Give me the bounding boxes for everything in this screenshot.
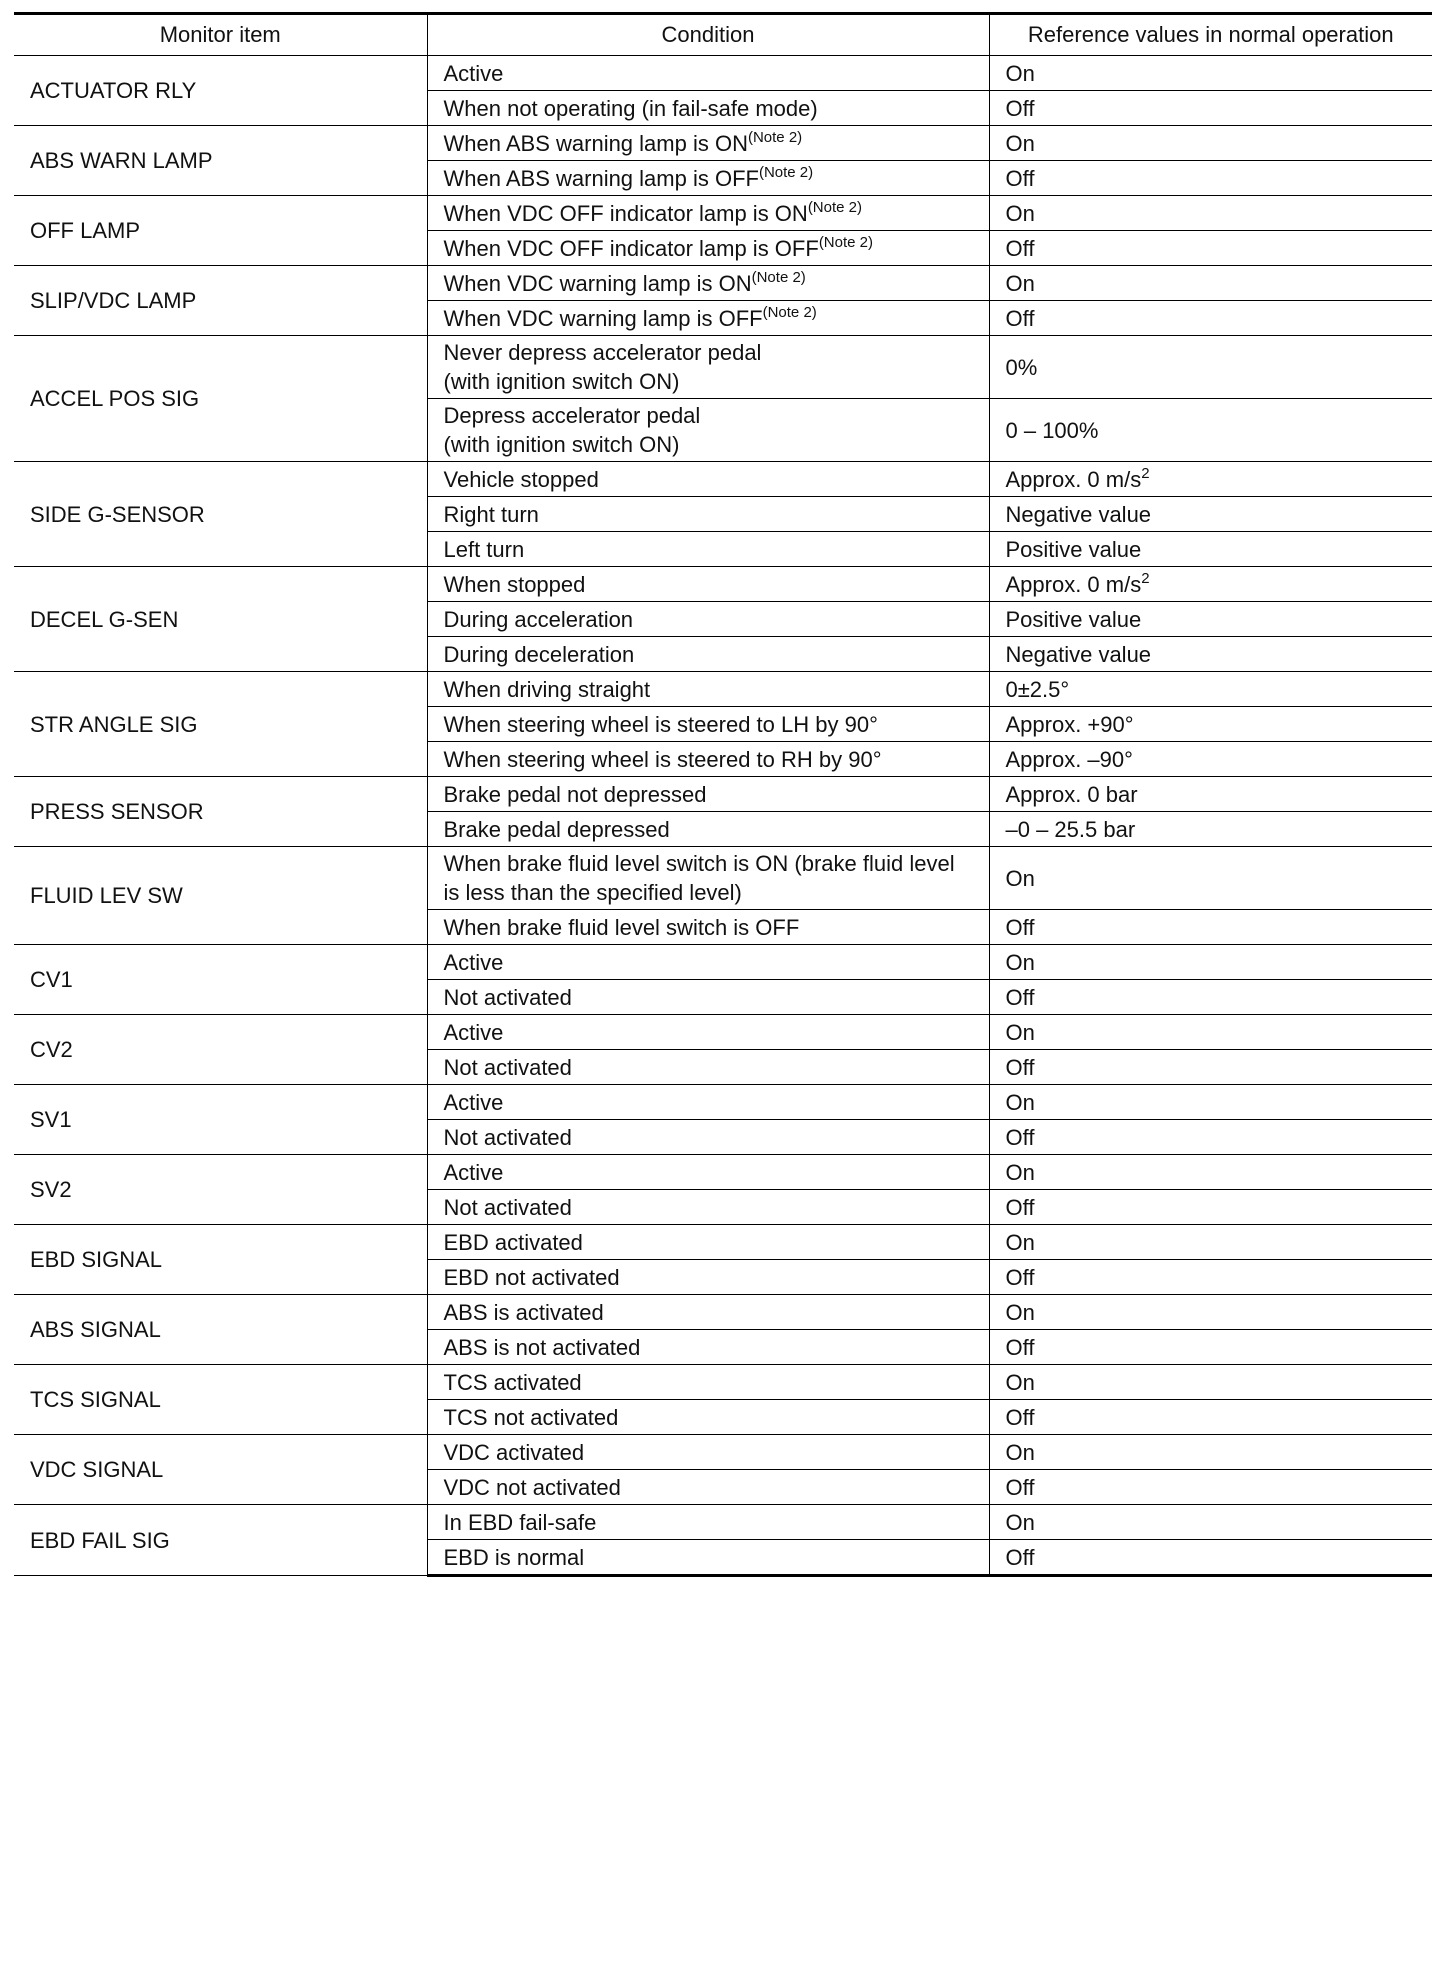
condition-cell [427,1400,989,1435]
monitor-item-cell: SLIP/VDC LAMP [14,266,427,336]
condition-text: When ABS warning lamp is ON [443,130,748,156]
note-superscript: (Note 2) [818,233,873,251]
reference-value-cell [989,462,1432,497]
reference-value-text: Off [1005,914,1035,940]
note-superscript: (Note 2) [807,198,862,216]
reference-value-cell [989,161,1432,196]
table-row [14,567,1432,602]
condition-cell [427,1015,989,1050]
reference-value-text: Off [1005,984,1035,1010]
reference-value-cell [989,1085,1432,1120]
monitor-item-cell: CV1 [14,945,427,1015]
reference-value-text: Positive value [1005,606,1142,632]
reference-value-text: Off [1005,1194,1035,1220]
reference-value-text: Off [1005,1334,1035,1360]
condition-text: Not activated [443,1194,572,1220]
condition-cell [427,1190,989,1225]
reference-value-text: Off [1005,305,1035,331]
table-row [14,196,1432,231]
condition-text: Right turn [443,501,539,527]
condition-cell [427,532,989,567]
reference-value-text: Negative value [1005,641,1152,667]
condition-cell [427,231,989,266]
table-row [14,462,1432,497]
condition-text: Depress accelerator pedal [443,403,701,428]
condition-text: Active [443,60,504,86]
reference-value-text: 0±2.5° [1005,676,1070,702]
monitor-item-cell: SIDE G-SENSOR [14,462,427,567]
reference-value-text: 0% [1005,354,1038,380]
condition-cell [427,1505,989,1540]
table-row [14,56,1432,91]
condition-text: ABS is not activated [443,1334,641,1360]
condition-cell [427,56,989,91]
condition-text: When VDC warning lamp is ON [443,270,752,296]
condition-text: When steering wheel is steered to LH by 90° [443,711,878,737]
condition-cell [427,707,989,742]
reference-value-cell [989,399,1432,462]
condition-cell [427,1085,989,1120]
monitor-item-cell: TCS SIGNAL [14,1365,427,1435]
reference-value-cell [989,812,1432,847]
condition-cell [427,672,989,707]
reference-value-cell [989,532,1432,567]
condition-cell [427,1120,989,1155]
reference-value-cell [989,497,1432,532]
header-reference-values: Reference values in normal operation [989,14,1432,56]
condition-text: EBD not activated [443,1264,620,1290]
reference-value-text: On [1005,1159,1035,1185]
monitor-item-cell: ACTUATOR RLY [14,56,427,126]
condition-text: When ABS warning lamp is OFF [443,165,759,191]
condition-cell [427,1050,989,1085]
monitor-item-cell: CV2 [14,1015,427,1085]
table-row [14,777,1432,812]
monitor-item-cell: OFF LAMP [14,196,427,266]
table-body [14,56,1432,1576]
table-row [14,126,1432,161]
monitor-item-cell: ACCEL POS SIG [14,336,427,462]
table-row [14,672,1432,707]
condition-cell [427,567,989,602]
condition-text: Brake pedal depressed [443,816,670,842]
reference-value-text: On [1005,1089,1035,1115]
condition-cell [427,777,989,812]
reference-value-text: On [1005,1019,1035,1045]
table-row [14,1295,1432,1330]
condition-text: EBD is normal [443,1544,585,1570]
condition-text: When VDC warning lamp is OFF [443,305,763,331]
unit-superscript: 2 [1141,464,1150,482]
reference-value-text: Off [1005,165,1035,191]
reference-value-cell [989,980,1432,1015]
reference-value-text: On [1005,865,1035,891]
condition-text: Active [443,1159,504,1185]
reference-value-text: Off [1005,1404,1035,1430]
reference-value-text: On [1005,200,1035,226]
condition-cell [427,1330,989,1365]
condition-cell [427,742,989,777]
condition-text: When not operating (in fail-safe mode) [443,95,818,121]
reference-value-cell [989,910,1432,945]
condition-text: Active [443,1019,504,1045]
reference-value-text: Off [1005,95,1035,121]
reference-value-text: Off [1005,1544,1035,1570]
condition-cell [427,1365,989,1400]
reference-value-cell [989,602,1432,637]
reference-value-cell [989,1225,1432,1260]
condition-text: ABS is activated [443,1299,604,1325]
condition-text: Active [443,1089,504,1115]
condition-text: In EBD fail-safe [443,1509,597,1535]
document [14,12,1432,1577]
condition-cell [427,462,989,497]
table-row [14,1015,1432,1050]
monitor-item-cell: VDC SIGNAL [14,1435,427,1505]
reference-value-text: On [1005,1299,1035,1325]
monitor-item-cell: SV1 [14,1085,427,1155]
condition-text: Not activated [443,984,572,1010]
reference-value-text: On [1005,1229,1035,1255]
reference-value-cell [989,847,1432,910]
reference-value-text: Off [1005,1474,1035,1500]
monitor-item-table [14,12,1432,1577]
reference-value-text: Negative value [1005,501,1152,527]
reference-value-cell [989,1260,1432,1295]
condition-text: When VDC OFF indicator lamp is OFF [443,235,819,261]
table-row [14,266,1432,301]
condition-cell [427,161,989,196]
reference-value-cell [989,1505,1432,1540]
condition-cell [427,1225,989,1260]
header-monitor-item: Monitor item [14,14,427,56]
reference-value-cell [989,126,1432,161]
reference-value-text: Off [1005,235,1035,261]
reference-value-cell [989,1365,1432,1400]
monitor-item-cell: EBD SIGNAL [14,1225,427,1295]
condition-cell [427,1470,989,1505]
reference-value-cell [989,1330,1432,1365]
table-row [14,336,1432,399]
table-row [14,1085,1432,1120]
condition-text: When steering wheel is steered to RH by 90° [443,746,882,772]
reference-value-text: Approx. 0 m/s [1005,466,1142,492]
condition-cell [427,301,989,336]
condition-text: When driving straight [443,676,651,702]
condition-text: Left turn [443,536,525,562]
monitor-item-cell: FLUID LEV SW [14,847,427,945]
condition-text: VDC activated [443,1439,585,1465]
condition-cell [427,812,989,847]
condition-text: TCS not activated [443,1404,619,1430]
table-row [14,1505,1432,1540]
reference-value-cell [989,777,1432,812]
condition-cell [427,602,989,637]
condition-cell [427,126,989,161]
reference-value-cell [989,1400,1432,1435]
monitor-item-cell: EBD FAIL SIG [14,1505,427,1576]
condition-cell [427,980,989,1015]
monitor-item-cell: SV2 [14,1155,427,1225]
note-superscript: (Note 2) [751,268,806,286]
reference-value-text: On [1005,1369,1035,1395]
reference-value-text: On [1005,1509,1035,1535]
reference-value-text: Approx. 0 m/s [1005,571,1142,597]
reference-value-cell [989,1050,1432,1085]
note-superscript: (Note 2) [762,303,817,321]
table-row [14,945,1432,980]
reference-value-cell [989,1295,1432,1330]
reference-value-text: 0 – 100% [1005,417,1099,443]
reference-value-text: Off [1005,1124,1035,1150]
reference-value-text: Approx. 0 bar [1005,781,1138,807]
condition-cell [427,1540,989,1576]
condition-text: Not activated [443,1054,572,1080]
condition-text: When stopped [443,571,586,597]
condition-text: During acceleration [443,606,634,632]
reference-value-cell [989,742,1432,777]
condition-cell [427,945,989,980]
monitor-item-cell: ABS WARN LAMP [14,126,427,196]
reference-value-text: On [1005,270,1035,296]
reference-value-cell [989,1120,1432,1155]
reference-value-text: On [1005,130,1035,156]
reference-value-cell [989,1470,1432,1505]
condition-text: Active [443,949,504,975]
reference-value-text: On [1005,60,1035,86]
table-row [14,1365,1432,1400]
condition-text: When brake fluid level switch is ON (brake fluid level [443,851,955,876]
condition-cell [427,1260,989,1295]
reference-value-cell [989,1435,1432,1470]
table-row [14,1225,1432,1260]
condition-cell [427,336,989,399]
condition-text: When VDC OFF indicator lamp is ON [443,200,808,226]
header-row [14,14,1432,56]
condition-text: is less than the specified level) [443,880,742,905]
table-row [14,1155,1432,1190]
condition-cell [427,497,989,532]
condition-text: EBD activated [443,1229,583,1255]
note-superscript: (Note 2) [758,163,814,181]
reference-value-text: Approx. –90° [1005,746,1133,772]
table-row [14,847,1432,910]
reference-value-cell [989,336,1432,399]
note-superscript: (Note 2) [747,128,803,146]
reference-value-cell [989,672,1432,707]
condition-cell [427,637,989,672]
reference-value-cell [989,1015,1432,1050]
reference-value-text: Positive value [1005,536,1142,562]
reference-value-cell [989,1190,1432,1225]
condition-cell [427,847,989,910]
reference-value-cell [989,266,1432,301]
monitor-item-cell: ABS SIGNAL [14,1295,427,1365]
condition-cell [427,1435,989,1470]
condition-cell [427,1155,989,1190]
condition-text: Never depress accelerator pedal [443,340,762,365]
reference-value-cell [989,91,1432,126]
condition-cell [427,91,989,126]
reference-value-cell [989,637,1432,672]
reference-value-cell [989,301,1432,336]
condition-text: During deceleration [443,641,635,667]
reference-value-text: Approx. +90° [1005,711,1134,737]
monitor-item-cell: STR ANGLE SIG [14,672,427,777]
reference-value-cell [989,567,1432,602]
reference-value-text: On [1005,1439,1035,1465]
condition-text: (with ignition switch ON) [443,432,680,457]
condition-cell [427,266,989,301]
condition-text: Not activated [443,1124,572,1150]
condition-text: When brake fluid level switch is OFF [443,914,800,940]
reference-value-cell [989,231,1432,266]
reference-value-text: Off [1005,1054,1035,1080]
condition-cell [427,399,989,462]
condition-cell [427,910,989,945]
unit-superscript: 2 [1141,569,1150,587]
condition-text: Vehicle stopped [443,466,599,492]
condition-text: TCS activated [443,1369,582,1395]
reference-value-cell [989,707,1432,742]
reference-value-cell [989,1540,1432,1576]
reference-value-cell [989,1155,1432,1190]
condition-cell [427,1295,989,1330]
reference-value-cell [989,196,1432,231]
condition-text: VDC not activated [443,1474,621,1500]
reference-value-cell [989,945,1432,980]
condition-text: Brake pedal not depressed [443,781,707,807]
reference-value-cell [989,56,1432,91]
monitor-item-cell: DECEL G-SEN [14,567,427,672]
table-row [14,1435,1432,1470]
header-condition: Condition [427,14,989,56]
reference-value-text: Off [1005,1264,1035,1290]
reference-value-text: On [1005,949,1035,975]
monitor-item-cell: PRESS SENSOR [14,777,427,847]
condition-cell [427,196,989,231]
reference-value-text: –0 – 25.5 bar [1005,816,1136,842]
condition-text: (with ignition switch ON) [443,369,680,394]
